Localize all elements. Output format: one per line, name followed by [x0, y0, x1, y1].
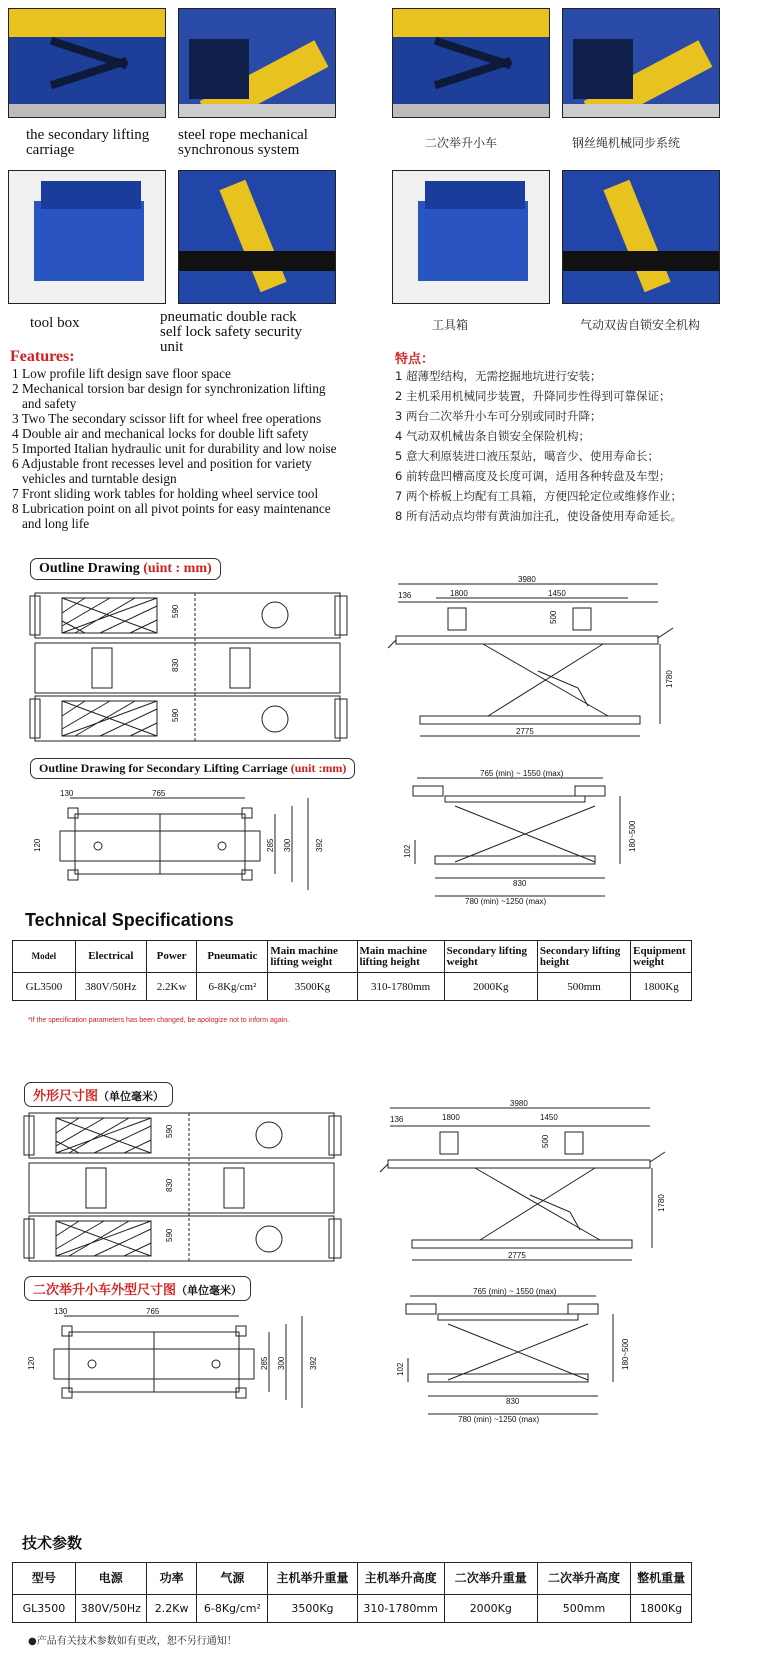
carriage-drawing-title: Outline Drawing for Secondary Lifting Carriage (unit :mm) [30, 758, 355, 779]
dim-136: 136 [398, 591, 412, 600]
spec-header-cn: 主机举升高度 [357, 1563, 444, 1595]
dim-car-120: 120 [33, 838, 42, 852]
spec-cell: 3500Kg [268, 973, 357, 1001]
spec-header: Main machine lifting height [357, 941, 444, 973]
spec-cell: 2000Kg [444, 973, 537, 1001]
carriage-side-drawing [395, 770, 685, 910]
caption-secondary-lifting-carriage: the secondary lifting carriage [26, 127, 150, 158]
dim-136-cn: 136 [390, 1115, 404, 1124]
feature-item: 8 Lubrication point on all pivot points for easy maintenance and long life [12, 501, 331, 531]
dim-car-range-bottom: 780 (min) ~1250 (max) [465, 897, 547, 906]
spec-value-row [13, 973, 692, 1001]
spec-header-cn: 二次举升高度 [537, 1563, 630, 1595]
feature-item-cn: 6 前转盘凹槽高度及长度可调，适用各种转盘及车型； [395, 469, 671, 483]
dim-car-765-cn: 765 [146, 1307, 160, 1316]
feature-item-cn: 7 两个桥板上均配有工具箱，方便四轮定位或维修作业； [395, 489, 682, 503]
photo-steel-rope-system-cn [562, 8, 720, 118]
spec-header: Model [13, 941, 76, 973]
spec-cell-cn: 380V/50Hz [75, 1595, 146, 1623]
dim-car-height-cn: 180~500 [621, 1338, 630, 1370]
spec-header-row-cn [13, 1563, 692, 1595]
carriage-side-drawing-cn [388, 1288, 678, 1428]
spec-header-cn: 功率 [146, 1563, 197, 1595]
spec-header-row [13, 941, 692, 973]
spec-table [12, 940, 692, 1001]
spec-cell-cn: 3500Kg [268, 1595, 357, 1623]
dim-590-bottom: 590 [171, 708, 180, 722]
feature-item-cn: 8 所有活动点均带有黄油加注孔，使设备使用寿命延长。 [395, 509, 682, 523]
spec-cell-cn: 2000Kg [444, 1595, 537, 1623]
spec-header-cn: 气源 [197, 1563, 268, 1595]
dim-car-285-cn: 285 [260, 1356, 269, 1370]
feature-item-cn: 3 两台二次举升小车可分别或同时升降； [395, 409, 602, 423]
dim-car-130-cn: 130 [54, 1307, 68, 1316]
dim-car-300: 300 [283, 838, 292, 852]
spec-header-cn: 整机重量 [631, 1563, 692, 1595]
spec-header: Power [146, 941, 197, 973]
plan-view-drawing [30, 588, 360, 748]
side-view-drawing [388, 576, 688, 746]
dim-car-285: 285 [266, 838, 275, 852]
spec-cell-cn: 1800Kg [631, 1595, 692, 1623]
spec-table-cn [12, 1562, 692, 1623]
photo-steel-rope-system [178, 8, 336, 118]
spec-cell-cn: 310-1780mm [357, 1595, 444, 1623]
spec-cell: 380V/50Hz [75, 973, 146, 1001]
dim-car-130: 130 [60, 789, 74, 798]
spec-header: Main machine lifting weight [268, 941, 357, 973]
dim-car-102: 102 [403, 844, 412, 858]
dim-car-range-bottom-cn: 780 (min) ~1250 (max) [458, 1415, 540, 1424]
spec-header-cn: 型号 [13, 1563, 76, 1595]
photo-secondary-lifting-carriage [8, 8, 166, 118]
feature-item: 3 Two The secondary scissor lift for wheel free operations [12, 411, 322, 426]
dim-1450: 1450 [548, 589, 566, 598]
caption-steel-rope: steel rope mechanical synchronous system [178, 127, 308, 158]
caption-cn-steel-rope: 钢丝绳机械同步系统 [572, 136, 681, 150]
dim-car-830: 830 [513, 879, 527, 888]
spec-cell-cn: GL3500 [13, 1595, 76, 1623]
plan-view-drawing-cn [24, 1108, 354, 1268]
photo-tool-box-cn [392, 170, 550, 304]
feature-item-cn: 4 气动双机械齿条自锁安全保险机构； [395, 429, 590, 443]
dim-500: 500 [549, 610, 558, 624]
dim-500-cn: 500 [541, 1134, 550, 1148]
spec-cell-cn: 6-8Kg/cm² [197, 1595, 268, 1623]
dim-830-cn: 830 [165, 1178, 174, 1192]
dim-3980: 3980 [518, 575, 536, 584]
feature-item: 4 Double air and mechanical locks for double lift safety [12, 426, 309, 441]
caption-cn-pneumatic-rack: 气动双齿自锁安全机构 [580, 318, 701, 332]
dim-2775-cn: 2775 [508, 1251, 526, 1260]
photo-pneumatic-rack [178, 170, 336, 304]
spec-title-cn: 技术参数 [22, 1534, 83, 1552]
dim-car-120-cn: 120 [27, 1356, 36, 1370]
spec-value-row-cn [13, 1595, 692, 1623]
spec-cell: 1800Kg [631, 973, 692, 1001]
carriage-top-drawing [30, 786, 350, 896]
outline-drawing-title-cn: 外形尺寸图（单位毫米） [24, 1082, 173, 1107]
dim-car-range-top-cn: 765 (min) ~ 1550 (max) [473, 1287, 557, 1296]
dim-590-bottom-cn: 590 [165, 1228, 174, 1242]
dim-1780-cn: 1780 [657, 1194, 666, 1212]
dim-car-102-cn: 102 [396, 1362, 405, 1376]
feature-item: 6 Adjustable front recesses level and position for variety vehicles and turntable design [12, 456, 312, 486]
spec-header-cn: 二次举升重量 [444, 1563, 537, 1595]
caption-pneumatic-rack: pneumatic double rack self lock safety security unit [160, 309, 303, 355]
spec-cell: GL3500 [13, 973, 76, 1001]
photo-secondary-lifting-carriage-cn [392, 8, 550, 118]
spec-cell: 6-8Kg/cm² [197, 973, 268, 1001]
dim-car-392: 392 [315, 838, 324, 852]
carriage-top-drawing-cn [24, 1304, 344, 1414]
spec-note-cn: ●产品有关技术参数如有更改，恕不另行通知！ [28, 1636, 237, 1647]
side-view-drawing-cn [380, 1100, 680, 1270]
spec-note: *If the specification parameters has been changed, be apologize not to inform again. [28, 1017, 290, 1024]
features-title-cn: 特点： [395, 352, 435, 367]
dim-1800: 1800 [450, 589, 468, 598]
feature-item: 1 Low profile lift design save floor space [12, 366, 231, 381]
photo-pneumatic-rack-cn [562, 170, 720, 304]
feature-item: 5 Imported Italian hydraulic unit for durability and low noise [12, 441, 337, 456]
spec-cell: 310-1780mm [357, 973, 444, 1001]
dim-1450-cn: 1450 [540, 1113, 558, 1122]
spec-cell-cn: 2.2Kw [146, 1595, 197, 1623]
spec-header-cn: 主机举升重量 [268, 1563, 357, 1595]
spec-cell: 500mm [537, 973, 630, 1001]
dim-1800-cn: 1800 [442, 1113, 460, 1122]
dim-car-height: 180~500 [628, 820, 637, 852]
spec-header-cn: 电源 [75, 1563, 146, 1595]
carriage-drawing-title-cn: 二次举升小车外型尺寸图（单位毫米） [24, 1276, 251, 1301]
dim-car-392-cn: 392 [309, 1356, 318, 1370]
dim-590-top: 590 [171, 604, 180, 618]
spec-cell: 2.2Kw [146, 973, 197, 1001]
dim-car-300-cn: 300 [277, 1356, 286, 1370]
caption-tool-box: tool box [30, 315, 80, 331]
dim-830: 830 [171, 658, 180, 672]
features-title: Features: [10, 348, 75, 365]
spec-header: Secondary lifting height [537, 941, 630, 973]
spec-title: Technical Specifications [25, 910, 234, 930]
spec-header: Pneumatic [197, 941, 268, 973]
feature-item: 7 Front sliding work tables for holding wheel service tool [12, 486, 319, 501]
spec-header: Equipment weight [631, 941, 692, 973]
feature-item-cn: 2 主机采用机械同步装置，升降同步性得到可靠保证； [395, 389, 671, 403]
dim-car-range-top: 765 (min) ~ 1550 (max) [480, 769, 564, 778]
caption-cn-tool-box: 工具箱 [432, 318, 469, 332]
feature-item: 2 Mechanical torsion bar design for synchronization lifting and safety [12, 381, 326, 411]
outline-drawing-title: Outline Drawing (uint : mm) [30, 558, 221, 580]
photo-tool-box [8, 170, 166, 304]
dim-car-765: 765 [152, 789, 166, 798]
caption-cn-secondary-lifting-carriage: 二次举升小车 [425, 136, 498, 150]
dim-car-830-cn: 830 [506, 1397, 520, 1406]
dim-1780: 1780 [665, 670, 674, 688]
dim-3980-cn: 3980 [510, 1099, 528, 1108]
dim-2775: 2775 [516, 727, 534, 736]
spec-cell-cn: 500mm [537, 1595, 630, 1623]
feature-item-cn: 1 超薄型结构，无需挖掘地坑进行安装； [395, 369, 602, 383]
feature-item-cn: 5 意大利原装进口液压泵站，噶音少、使用寿命长； [395, 449, 659, 463]
spec-header: Secondary lifting weight [444, 941, 537, 973]
dim-590-top-cn: 590 [165, 1124, 174, 1138]
spec-header: Electrical [75, 941, 146, 973]
